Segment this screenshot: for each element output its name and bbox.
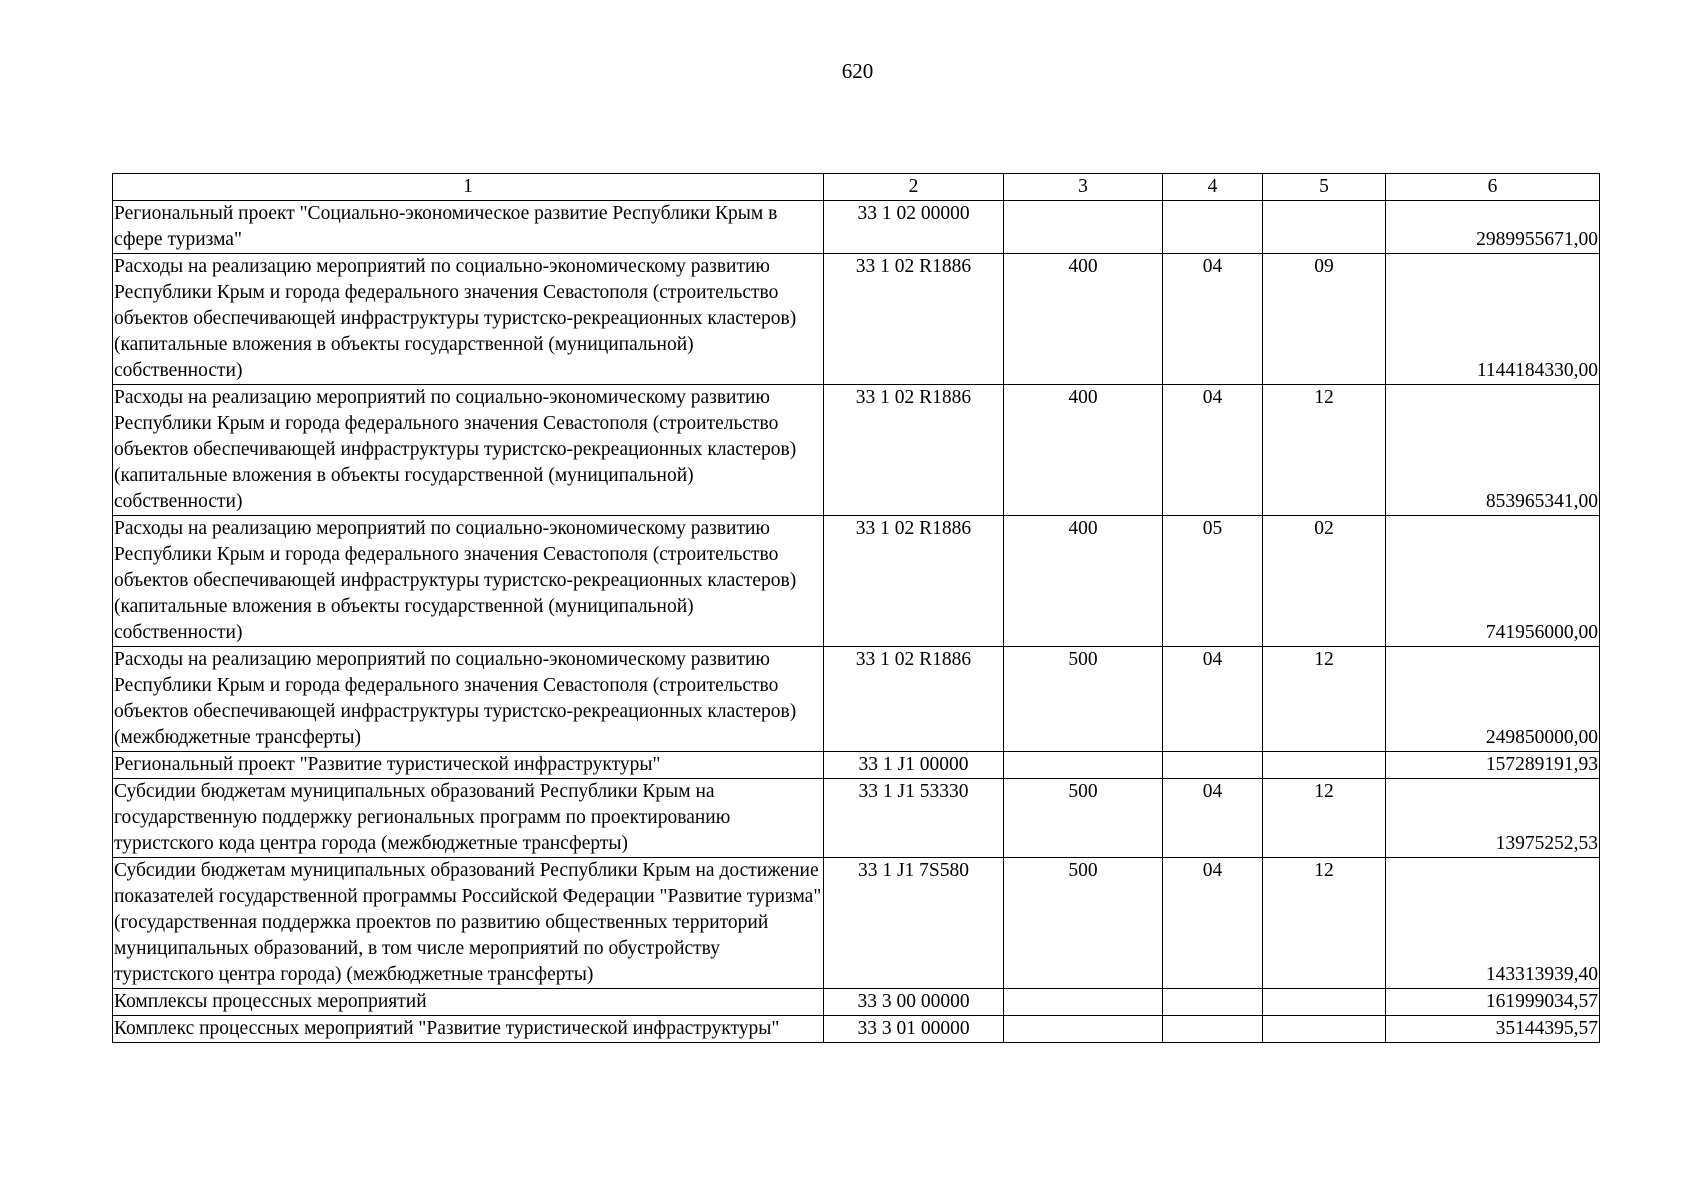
target-article-code: 33 3 01 00000 bbox=[824, 1016, 1004, 1043]
expense-type-code: 500 bbox=[1004, 647, 1163, 752]
amount: 13975252,53 bbox=[1386, 779, 1600, 858]
table-row bbox=[113, 858, 1600, 989]
target-article-code: 33 1 J1 53330 bbox=[824, 779, 1004, 858]
page-number: 620 bbox=[841, 59, 874, 83]
column-header-4: 4 bbox=[1163, 174, 1263, 201]
section-code bbox=[1163, 1016, 1263, 1043]
section-code bbox=[1163, 752, 1263, 779]
table-row bbox=[113, 1016, 1600, 1043]
column-header-1: 1 bbox=[113, 174, 824, 201]
subsection-code: 09 bbox=[1263, 254, 1386, 385]
budget-table bbox=[112, 173, 1600, 1043]
subsection-code: 02 bbox=[1263, 516, 1386, 647]
expense-name: Расходы на реализацию мероприятий по социально-экономическому развитию Республики Крым и города федерального значения Севастополя (строительство объектов обеспечивающей инфраструктуры туристско-рекреационных кластеров) (межбюджетные трансферты) bbox=[113, 647, 824, 752]
expense-name: Субсидии бюджетам муниципальных образований Республики Крым на государственную поддержку региональных программ по проектированию туристского кода центра города (межбюджетные трансферты) bbox=[113, 779, 824, 858]
expense-name: Региональный проект "Развитие туристической инфраструктуры" bbox=[113, 752, 824, 779]
table-row bbox=[113, 752, 1600, 779]
target-article-code: 33 1 02 R1886 bbox=[824, 647, 1004, 752]
subsection-code: 12 bbox=[1263, 385, 1386, 516]
amount: 1144184330,00 bbox=[1386, 254, 1600, 385]
expense-type-code bbox=[1004, 1016, 1163, 1043]
section-code bbox=[1163, 201, 1263, 254]
column-header-6: 6 bbox=[1386, 174, 1600, 201]
expense-type-code bbox=[1004, 201, 1163, 254]
target-article-code: 33 1 J1 00000 bbox=[824, 752, 1004, 779]
subsection-code: 12 bbox=[1263, 647, 1386, 752]
subsection-code: 12 bbox=[1263, 858, 1386, 989]
expense-type-code: 400 bbox=[1004, 385, 1163, 516]
section-code: 04 bbox=[1163, 647, 1263, 752]
table-row bbox=[113, 201, 1600, 254]
amount: 853965341,00 bbox=[1386, 385, 1600, 516]
expense-type-code: 400 bbox=[1004, 516, 1163, 647]
amount: 2989955671,00 bbox=[1386, 201, 1600, 254]
amount: 161999034,57 bbox=[1386, 989, 1600, 1016]
expense-name: Субсидии бюджетам муниципальных образований Республики Крым на достижение показателей государственной программы Российской Федерации "Развитие туризма" (государственная поддержка проектов по развитию общественных территорий муниципальных образований, в том числе мероприятий по обустройству туристского центра города) (межбюджетные трансферты) bbox=[113, 858, 824, 989]
table-row bbox=[113, 385, 1600, 516]
amount: 143313939,40 bbox=[1386, 858, 1600, 989]
amount: 741956000,00 bbox=[1386, 516, 1600, 647]
subsection-code bbox=[1263, 989, 1386, 1016]
table-row bbox=[113, 779, 1600, 858]
subsection-code bbox=[1263, 201, 1386, 254]
target-article-code: 33 1 J1 7S580 bbox=[824, 858, 1004, 989]
header-row bbox=[113, 174, 1600, 201]
expense-name: Комплексы процессных мероприятий bbox=[113, 989, 824, 1016]
target-article-code: 33 1 02 00000 bbox=[824, 201, 1004, 254]
expense-name: Комплекс процессных мероприятий "Развитие туристической инфраструктуры" bbox=[113, 1016, 824, 1043]
subsection-code bbox=[1263, 752, 1386, 779]
target-article-code: 33 1 02 R1886 bbox=[824, 516, 1004, 647]
section-code bbox=[1163, 989, 1263, 1016]
section-code: 04 bbox=[1163, 858, 1263, 989]
subsection-code: 12 bbox=[1263, 779, 1386, 858]
table-row bbox=[113, 516, 1600, 647]
column-header-5: 5 bbox=[1263, 174, 1386, 201]
expense-type-code bbox=[1004, 752, 1163, 779]
section-code: 04 bbox=[1163, 779, 1263, 858]
amount: 157289191,93 bbox=[1386, 752, 1600, 779]
expense-type-code: 500 bbox=[1004, 779, 1163, 858]
section-code: 04 bbox=[1163, 385, 1263, 516]
expense-name: Расходы на реализацию мероприятий по социально-экономическому развитию Республики Крым и города федерального значения Севастополя (строительство объектов обеспечивающей инфраструктуры туристско-рекреационных кластеров) (капитальные вложения в объекты государственной (муниципальной) собственности) bbox=[113, 254, 824, 385]
table-row bbox=[113, 647, 1600, 752]
expense-type-code: 400 bbox=[1004, 254, 1163, 385]
expense-name: Расходы на реализацию мероприятий по социально-экономическому развитию Республики Крым и города федерального значения Севастополя (строительство объектов обеспечивающей инфраструктуры туристско-рекреационных кластеров) (капитальные вложения в объекты государственной (муниципальной) собственности) bbox=[113, 385, 824, 516]
target-article-code: 33 3 00 00000 bbox=[824, 989, 1004, 1016]
expense-name: Региональный проект "Социально-экономическое развитие Республики Крым в сфере туризма" bbox=[113, 201, 824, 254]
column-header-3: 3 bbox=[1004, 174, 1163, 201]
target-article-code: 33 1 02 R1886 bbox=[824, 385, 1004, 516]
target-article-code: 33 1 02 R1886 bbox=[824, 254, 1004, 385]
section-code: 04 bbox=[1163, 254, 1263, 385]
column-header-2: 2 bbox=[824, 174, 1004, 201]
subsection-code bbox=[1263, 1016, 1386, 1043]
table-row bbox=[113, 989, 1600, 1016]
expense-type-code: 500 bbox=[1004, 858, 1163, 989]
expense-name: Расходы на реализацию мероприятий по социально-экономическому развитию Республики Крым и города федерального значения Севастополя (строительство объектов обеспечивающей инфраструктуры туристско-рекреационных кластеров) (капитальные вложения в объекты государственной (муниципальной) собственности) bbox=[113, 516, 824, 647]
table-row bbox=[113, 254, 1600, 385]
amount: 35144395,57 bbox=[1386, 1016, 1600, 1043]
expense-type-code bbox=[1004, 989, 1163, 1016]
section-code: 05 bbox=[1163, 516, 1263, 647]
amount: 249850000,00 bbox=[1386, 647, 1600, 752]
